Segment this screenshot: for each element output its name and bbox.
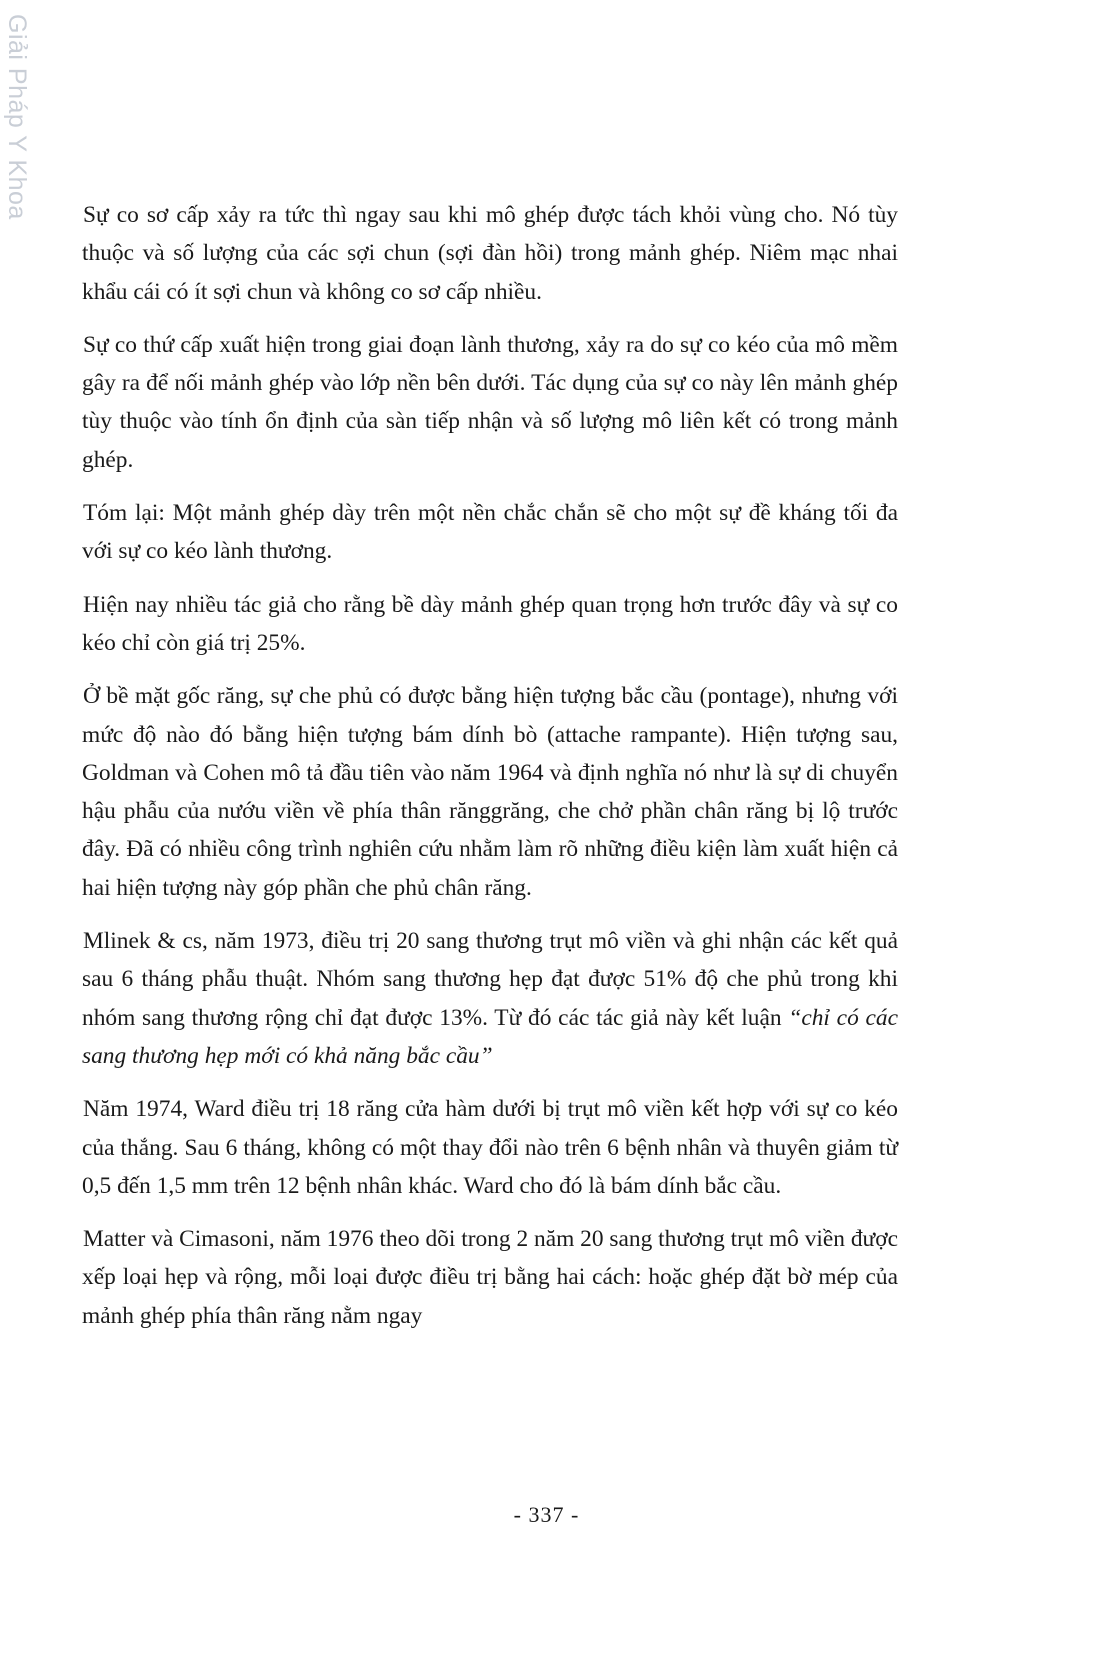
paragraph-text: Matter và Cimasoni, năm 1976 theo dõi trong 2 năm 20 sang thương trụt mô viền được xếp loại hẹp và rộng, mỗi loại được điều trị bằng hai cách: hoặc ghép đặt bờ mép của mảnh ghép phía thân răng nằm ngay [82, 1226, 898, 1329]
paragraph-quote: “chỉ có các sang thương hẹp mới có khả năng bắc cầu” [82, 1004, 898, 1069]
paragraph-matter-study [82, 1220, 898, 1335]
paragraph-summary [82, 494, 898, 571]
paragraph-secondary-contraction [82, 326, 898, 479]
paragraph-mlinek-study [82, 922, 898, 1075]
paragraph-graft-thickness [82, 586, 898, 663]
paragraph-text: Tóm lại: Một mảnh ghép dày trên một nền chắc chắn sẽ cho một sự đề kháng tối đa với sự co kéo lành thương. [82, 500, 898, 565]
page-number: - 337 - [513, 1502, 580, 1527]
paragraph-text: Năm 1974, Ward điều trị 18 răng cửa hàm dưới bị trụt mô viền kết hợp với sự co kéo của thắng. Sau 6 tháng, không có một thay đổi nào trên 6 bệnh nhân và thuyên giảm từ 0,5 đến 1,5 mm trên 12 bệnh nhân khác. Ward cho đó là bám dính bắc cầu. [82, 1096, 898, 1199]
paragraph-root-coverage [82, 677, 898, 907]
watermark-text: Giải Pháp Y Khoa [3, 14, 31, 220]
paragraph-text: Hiện nay nhiều tác giả cho rằng bề dày mảnh ghép quan trọng hơn trước đây và sự co kéo chỉ còn giá trị 25%. [82, 591, 898, 656]
paragraph-ward-study [82, 1090, 898, 1205]
paragraph-primary-contraction [82, 196, 898, 311]
paragraph-text: Sự co thứ cấp xuất hiện trong giai đoạn lành thương, xảy ra do sự co kéo của mô mềm gây ra để nối mảnh ghép vào lớp nền bên dưới. Tác dụng của sự co này lên mảnh ghép tùy thuộc vào tính ổn định của sàn tiếp nhận và số lượng mô liên kết có trong mảnh ghép. [82, 331, 898, 473]
paragraph-text: Mlinek & cs, năm 1973, điều trị 20 sang thương trụt mô viền và ghi nhận các kết quả sau 6 tháng phẫu thuật. Nhóm sang thương hẹp đạt được 51% độ che phủ trong khi nhóm sang thương rộng chỉ đạt được 13%. Từ đó các tác giả này kết luận [82, 928, 898, 1031]
paragraph-text: Sự co sơ cấp xảy ra tức thì ngay sau khi mô ghép được tách khỏi vùng cho. Nó tùy thuộc và số lượng của các sợi chun (sợi đàn hồi) trong mảnh ghép. Niêm mạc nhai khẩu cái có ít sợi chun và không co sơ cấp nhiều. [82, 202, 898, 305]
page-body [82, 196, 898, 1350]
paragraph-text: Ở bề mặt gốc răng, sự che phủ có được bằng hiện tượng bắc cầu (pontage), nhưng với mức độ nào đó bằng hiện tượng bám dính bò (attache rampante). Hiện tượng sau, Goldman và Cohen mô tả đầu tiên vào năm 1964 và định nghĩa nó như là sự di chuyển hậu phẫu của nướu viền về phía thân rănggrăng, che chở phần chân răng bị lộ trước đây. Đã có nhiều công trình nghiên cứu nhằm làm rõ những điều kiện làm xuất hiện cả hai hiện tượng này góp phần che phủ chân răng. [82, 683, 898, 901]
